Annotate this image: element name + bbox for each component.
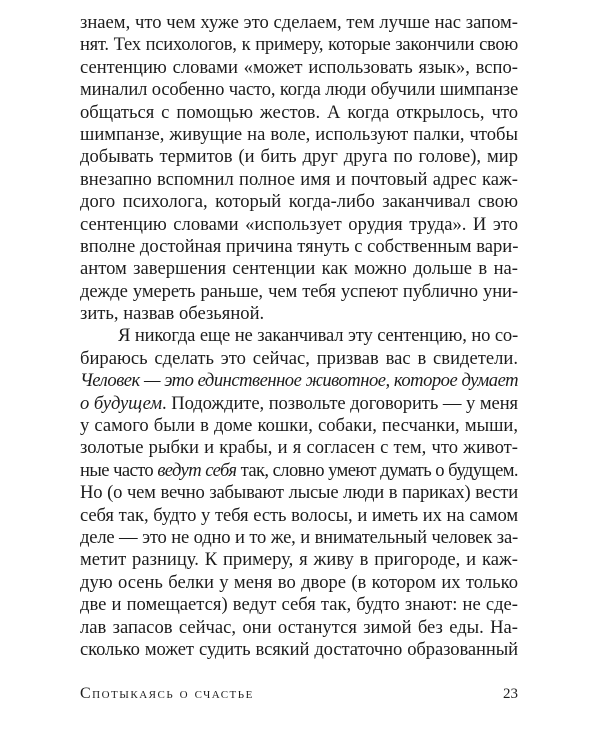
italic-text: Человек — это единственное животное, которое думает [80, 370, 518, 392]
text-segment: общаться с помощью жестов. А когда открылось, что [80, 101, 518, 123]
text-line [80, 437, 518, 459]
text-segment: деле — это не одно и то же, и внимательный человек за- [80, 526, 518, 548]
text-segment: . Подождите, позвольте договорить — у меня [162, 392, 519, 414]
text-segment: шимпанзе, живущие на воле, используют палки, чтобы [80, 123, 518, 145]
body-text [80, 12, 518, 661]
text-segment: ные часто [80, 459, 158, 481]
text-segment: так, словно умеют думать о будущем. [236, 459, 518, 481]
text-line [80, 370, 518, 392]
text-line [80, 482, 518, 504]
text-line [80, 281, 518, 303]
running-title: Спотыкаясь о счастье [80, 685, 254, 702]
text-segment: две и помещается) ведут себя так, будто знают: не сде- [80, 594, 518, 616]
text-line [80, 169, 518, 191]
text-line [80, 549, 518, 571]
text-line [80, 505, 518, 527]
text-line [80, 124, 518, 146]
text-line [80, 594, 518, 616]
text-segment: лав запасов сейчас, они останутся зимой без еды. На- [80, 616, 518, 638]
text-line [80, 214, 518, 236]
text-segment: нят. Тех психологов, к примеру, которые закончили свою [80, 34, 518, 56]
italic-text: о будущем [80, 392, 163, 414]
page-number: 23 [503, 686, 518, 702]
text-line [80, 348, 518, 370]
text-line [80, 236, 518, 258]
text-segment: внезапно вспомнил полное имя и почтовый адрес каж- [80, 168, 518, 190]
text-line [80, 527, 518, 549]
text-segment: бираюсь сделать это сейчас, призвав вас в свидетели. [80, 347, 518, 369]
text-line [80, 303, 518, 325]
text-line [80, 12, 518, 34]
text-segment: антом завершения сентенции как можно дольше в на- [80, 258, 518, 280]
text-line [80, 34, 518, 56]
text-line [80, 415, 518, 437]
text-segment: дого психолога, который когда-либо заканчивал свою [80, 191, 518, 213]
text-line [80, 191, 518, 213]
italic-text: ведут себя [157, 459, 237, 481]
text-segment: миналил особенно часто, когда люди обучили шимпанзе [80, 79, 518, 101]
text-segment: Но (о чем вечно забывают лысые люди в париках) вести [80, 482, 518, 504]
text-segment: добывать термитов (и бить друг друга по голове), мир [80, 146, 518, 168]
text-line [80, 325, 518, 347]
text-segment: вполне достойная причина тянуть с собственным вари- [80, 235, 519, 257]
text-line [80, 79, 518, 101]
text-line [80, 460, 518, 482]
text-segment: зить, назвав обезьяной. [80, 303, 265, 325]
text-segment: знаем, что чем хуже это сделаем, тем лучше нас запом- [80, 12, 518, 33]
text-line [80, 639, 518, 661]
page-footer [80, 684, 518, 706]
text-line [80, 572, 518, 594]
text-segment: дую осень белки у меня во дворе (в котором их только [80, 571, 518, 593]
text-line [80, 102, 518, 124]
text-segment: себя так, будто у тебя есть волосы, и иметь их на самом [80, 504, 518, 526]
text-segment: метит разницу. К примеру, я живу в пригороде, и каж- [80, 549, 518, 571]
text-segment: Я никогда еще не заканчивал эту сентенцию, но со- [118, 325, 518, 347]
text-line [80, 57, 518, 79]
text-line [80, 393, 518, 415]
text-segment: сколько может судить всякий достаточно образованный [80, 638, 518, 660]
text-segment: золотые рыбки и крабы, и я согласен с тем, что живот- [80, 437, 518, 459]
text-segment: у самого были в доме кошки, собаки, песчанки, мыши, [80, 415, 518, 437]
text-line [80, 258, 518, 280]
text-segment: дежде умереть раньше, чем тебя успеют публично уни- [80, 280, 518, 302]
text-segment: сентенцию словами «использует орудия труда». И это [80, 213, 518, 235]
text-segment: сентенцию словами «может использовать язык», вспо- [80, 56, 518, 78]
text-line [80, 146, 518, 168]
text-line [80, 617, 518, 639]
